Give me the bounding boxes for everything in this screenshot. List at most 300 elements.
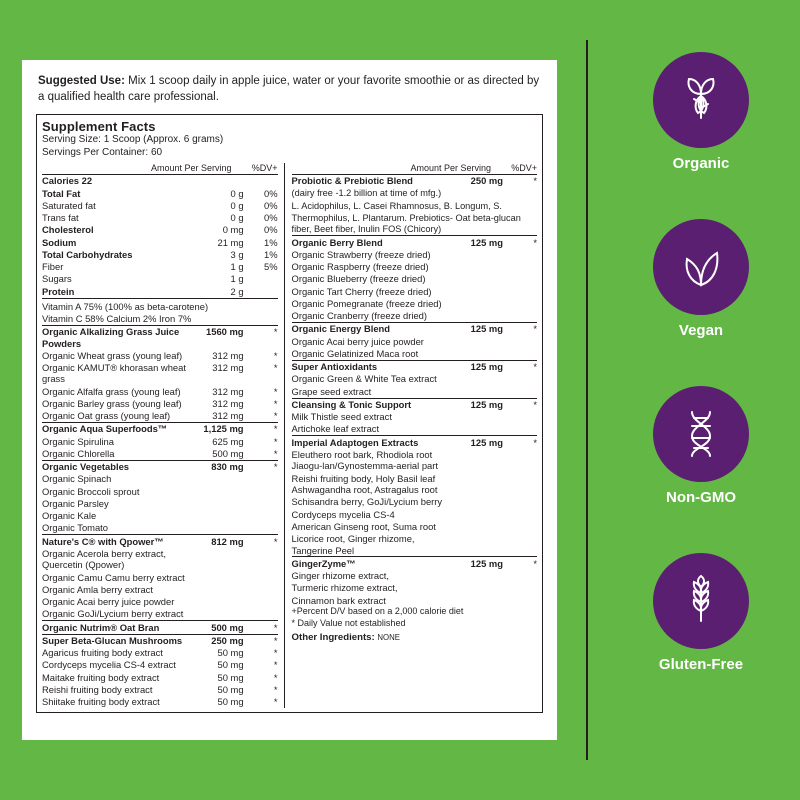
ingredient-row [292,533,537,557]
badge-circle-organic [653,52,749,148]
nutrition-dv: 0% [263,199,278,211]
ingredient-name: Schisandra berry, GoJi/Lycium berry [291,496,443,508]
ingredient-row [42,410,278,423]
group-star: * [244,634,278,647]
ingredient-amount [449,310,503,323]
ingredient-amount [449,521,503,533]
badge-non-gmo [642,386,760,506]
ingredient-name: Organic Broccoli sprout [42,485,140,497]
badge-label-organic: Organic [672,155,730,172]
ingredient-star [244,498,278,510]
nutrition-name: Total Fat [42,187,81,199]
ingredient-amount [449,411,503,423]
ingredient-name: Organic KAMUT® khorasan wheat grass [42,362,186,385]
other-ingredients-value: NONE [377,632,400,642]
ingredient-amount [449,285,503,297]
ingredient-amount [449,423,503,436]
wheat-icon [675,573,727,630]
ingredient-star [503,335,537,347]
ingredient-row [42,485,278,497]
nutrition-dv: 1% [263,236,278,248]
ingredient-amount [449,348,503,361]
ingredient-star [244,510,278,522]
vitamins-table [42,298,278,325]
ingredient-name: Organic Camu Camu berry extract [42,571,185,583]
ingredient-amount: 312 mg [212,410,244,422]
nutrition-dv [244,175,278,187]
ingredient-row [42,608,278,621]
nutrition-row [42,236,278,248]
ingredient-row [292,472,537,496]
ingredient-amount [449,582,503,594]
ingredient-amount [190,548,244,572]
ingredient-row [292,285,537,297]
dv-header: %DV+ [251,163,278,174]
ingredient-name: Organic Pomegranate (freeze dried) [291,297,442,309]
ingredient-amount [449,472,503,496]
ingredient-name: Cordyceps mycelia CS-4 [291,508,395,520]
nutrition-row [42,224,278,236]
badge-vegan [642,219,760,339]
nutrition-dv: 0% [263,187,278,199]
ingredient-name: Organic Oat grass (young leaf) [42,410,171,422]
group-star: * [533,175,537,187]
group-row [42,460,278,473]
ingredient-amount [449,570,503,582]
ingredient-star [244,522,278,535]
servings-per-container: Servings Per Container: 60 [42,146,163,158]
ingredient-amount [449,496,503,508]
ingredient-star [503,285,537,297]
ingredient-star: * [273,435,278,447]
serving-size: Serving Size: 1 Scoop (Approx. 6 grams) [42,134,224,146]
ingredient-row [292,385,537,398]
nutrition-amount: 0 g [230,199,244,211]
ingredient-star [503,570,537,582]
ingredient-amount: 625 mg [212,435,244,447]
nutrition-dv: 0% [263,224,278,236]
nutrition-row [42,200,278,212]
group-amount: 1560 mg [190,325,244,349]
ingredient-amount [190,510,244,522]
ingredient-row [42,498,278,510]
ingredient-amount [190,473,244,485]
badge-gluten-free [642,553,760,673]
group-name: Organic Alkalizing Grass Juice Powders [42,325,190,349]
ingredient-amount [190,596,244,608]
nutrition-row [42,212,278,224]
ingredient-row [42,473,278,485]
group-star: * [503,360,537,373]
ingredient-star: * [273,696,278,708]
ingredient-amount [190,485,244,497]
ingredient-row [42,696,278,708]
ingredient-star [503,373,537,385]
ingredient-star: * [273,671,278,683]
group-row [292,557,537,570]
group-star: * [244,621,278,634]
ingredient-row [292,594,537,606]
ingredient-star: * [273,397,278,409]
nutrition-amount: 1 g [230,273,244,285]
group-paragraph-row: L. Acidophilus, L. Casei Rhamnosus, B. Longum, S. Thermophilus, L. Plantarum. Prebiotics- Oat beta-glucan fiber, Beet fiber, Inulin FOS (Chicory) [291,201,521,234]
ingredient-star [503,310,537,323]
ingredient-name: Turmeric rhizome extract, [291,582,398,594]
group-row [292,323,537,336]
group-star: * [503,323,537,336]
nutrition-name: Trans fat [42,212,79,224]
ingredient-amount: 50 mg [217,683,244,695]
nutrition-name: Cholesterol [42,224,94,236]
ingredient-name: Cordyceps mycelia CS-4 extract [42,659,176,671]
nutrition-row [42,285,278,297]
ingredient-star [244,473,278,485]
group-star: * [503,236,537,249]
group-amount: 812 mg [190,535,244,548]
other-ingredients-label: Other Ingredients: [291,631,375,643]
ingredient-name: Maitake fruiting body extract [42,671,160,683]
group-name: Imperial Adaptogen Extracts [292,436,449,449]
group-row [292,360,537,373]
ingredient-star [503,385,537,398]
ingredient-amount: 312 mg [212,349,244,361]
ingredient-star [503,496,537,508]
group-row [42,325,278,349]
group-name: Organic Energy Blend [292,323,449,336]
group-star: * [503,436,537,449]
nutrition-row [42,175,278,187]
group-amount: 125 mg [449,557,503,570]
ingredient-name: Licorice root, Ginger rhizome, Tangerine Peel [291,533,415,556]
ingredient-amount: 50 mg [217,659,244,671]
certification-badges [610,52,800,752]
ingredient-star [503,261,537,273]
ingredient-name: Organic Acai berry juice powder [42,596,175,608]
nutrition-amount: 0 mg [222,224,244,236]
nutrition-dv: 5% [263,261,278,273]
ingredient-star [503,508,537,520]
ingredient-name: Organic Chlorella [42,447,115,459]
ingredient-amount: 312 mg [212,385,244,397]
ingredient-amount [449,533,503,557]
ingredient-row [292,249,537,261]
ingredient-name: Organic Spinach [42,473,112,485]
group-subtitle-row: (dairy free -1.2 billion at time of mfg.) [291,187,442,198]
nutrition-dv [244,285,278,297]
ingredient-row [292,496,537,508]
ingredient-star [503,423,537,436]
ingredient-amount [449,335,503,347]
suggested-use [38,74,541,105]
group-star: * [503,398,537,411]
facts-header-right [292,163,537,175]
ingredient-star: * [273,410,278,422]
ingredient-name: Organic Tart Cherry (freeze dried) [291,285,432,297]
ingredient-star [503,298,537,310]
ingredient-amount [449,298,503,310]
group-name: Organic Vegetables [42,460,190,473]
ingredient-star: * [273,362,278,373]
ingredient-row [292,570,537,582]
ingredient-star [503,411,537,423]
group-row [292,398,537,411]
footnote-1: +Percent D/V based on a 2,000 calorie diet [291,606,464,617]
ingredient-star [503,472,537,496]
nutrition-amount: 1 g [230,261,244,273]
ingredient-name: Reishi fruiting body, Holy Basil leaf Ashwagandha root, Astragalus root [291,472,438,496]
ingredient-row [292,411,537,423]
group-row [292,436,537,449]
group-name: Probiotic & Prebiotic Blend [291,175,413,187]
ingredient-amount [449,449,503,473]
ingredient-row [292,582,537,594]
group-name: Organic Aqua Superfoods™ [42,423,190,436]
ingredient-star: * [273,385,278,397]
group-star: * [244,535,278,548]
nutrition-amount: 0 g [230,187,244,199]
group-row [292,236,537,249]
ingredient-name: American Ginseng root, Suma root [291,520,436,532]
ingredient-name: Grape seed extract [291,385,372,397]
group-amount: 500 mg [190,621,244,634]
ingredient-star: * [273,659,278,671]
ingredient-row [292,449,537,473]
group-row [42,634,278,647]
ingredient-star [503,521,537,533]
ingredient-star [244,548,278,572]
group-star: * [244,325,278,349]
ingredient-amount [190,522,244,535]
ingredient-star [244,584,278,596]
ingredient-row [42,398,278,410]
ingredient-amount [449,273,503,285]
ingredient-name: Agaricus fruiting body extract [42,647,163,659]
ingredient-row [42,510,278,522]
ingredient-row [42,448,278,461]
nutrition-dv: 0% [263,212,278,224]
ingredient-star [503,594,537,606]
nutrition-name: Total Carbohydrates [42,248,133,260]
nutrition-amount: 21 mg [217,236,244,248]
dv-header-right: %DV+ [511,163,537,174]
ingredient-amount [449,261,503,273]
ingredient-name: Organic Gelatinized Maca root [291,347,419,359]
ingredient-name: Reishi fruiting body extract [42,683,153,695]
nutrition-row [42,273,278,285]
group-name: Cleansing & Tonic Support [292,398,449,411]
ingredient-star [244,571,278,583]
nutrition-name: Calories 22 [42,175,93,187]
ingredient-name: Organic Spirulina [42,435,114,447]
supplement-facts-box [36,114,543,713]
group-name: Nature's C® with Qpower™ [42,535,190,548]
ingredient-row [292,508,537,520]
ingredient-row [292,521,537,533]
group-row [42,621,278,634]
ingredient-amount [449,249,503,261]
ingredient-amount [449,508,503,520]
badge-circle-vegan [653,219,749,315]
badge-organic [642,52,760,172]
nutrition-amount: 2 g [230,285,244,297]
group-amount: 125 mg [449,398,503,411]
ingredient-row [42,435,278,447]
vitamin-row: Vitamin C 58% Calcium 2% Iron 7% [42,312,192,324]
ingredient-row [292,423,537,436]
ingredient-name: Cinnamon bark extract [291,594,386,606]
nutrition-dv: 1% [263,248,278,260]
ingredient-name: Organic Acai berry juice powder [291,335,424,347]
badge-circle-non-gmo [653,386,749,482]
ingredient-row [292,373,537,385]
ingredient-star [244,608,278,621]
ingredient-name: Ginger rhizome extract, [291,570,389,582]
ingredient-star [244,596,278,608]
ingredient-name: Shiitake fruiting body extract [42,696,160,708]
ingredient-row [42,659,278,671]
nutrition-amount: 3 g [230,248,244,260]
ingredient-row [292,335,537,347]
ingredient-star [244,485,278,497]
nutrition-name: Sugars [42,273,72,285]
group-amount: 125 mg [449,360,503,373]
left-groups-table [42,325,278,708]
ingredient-row [292,298,537,310]
ingredient-star [503,449,537,473]
ingredient-row [42,571,278,583]
ingredient-star [503,348,537,361]
nutrition-name: Saturated fat [42,199,96,211]
ingredient-amount: 312 mg [212,362,244,373]
ingredient-name: Organic Wheat grass (young leaf) [42,349,183,361]
ingredient-name: Organic Alfalfa grass (young leaf) [42,385,181,397]
ingredient-amount [449,373,503,385]
amount-per-serving-header-right: Amount Per Serving [410,163,491,174]
ingredient-star: * [273,447,278,459]
badge-label-gluten-free: Gluten-Free [658,656,744,673]
ingredient-row [292,348,537,361]
suggested-use-label: Suggested Use: [38,75,125,87]
ingredient-name: Organic Blueberry (freeze dried) [291,273,426,285]
ingredient-row [42,362,278,386]
ingredient-name: Organic Raspberry (freeze dried) [291,261,429,273]
ingredient-name: Organic Cranberry (freeze dried) [291,310,428,322]
ingredient-amount: 312 mg [212,397,244,409]
ingredient-star [503,533,537,557]
group-name: Organic Berry Blend [292,236,449,249]
nutrition-name: Protein [42,285,75,297]
ingredient-row [42,684,278,696]
ingredient-row [292,261,537,273]
group-amount: 125 mg [449,323,503,336]
nutrition-name: Fiber [42,261,64,273]
group-amount: 125 mg [449,236,503,249]
ingredient-row [42,548,278,572]
ingredient-row [42,647,278,659]
nutrition-table-left [42,175,278,298]
ingredient-amount: 50 mg [217,696,244,708]
nutrition-row [42,261,278,273]
group-amount: 250 mg [470,175,503,187]
ingredient-star [503,273,537,285]
ingredient-row [42,522,278,535]
clover-icon [675,72,727,129]
group-star: * [503,557,537,570]
ingredient-amount: 500 mg [212,447,244,459]
group-star: * [244,460,278,473]
ingredient-name: Eleuthero root bark, Rhodiola root Jiaogu-lan/Gynostemma-aerial part [291,448,438,472]
ingredient-amount [190,584,244,596]
ingredient-name: Organic Kale [42,510,97,522]
nutrition-amount: 0 g [230,212,244,224]
nutrition-amount [190,175,244,187]
facts-column-right [285,163,537,708]
ingredient-name: Milk Thistle seed extract [291,411,392,423]
badge-label-vegan: Vegan [678,322,724,339]
ingredient-row [42,671,278,683]
ingredient-name: Organic Barley grass (young leaf) [42,397,182,409]
nutrition-row [42,249,278,261]
vertical-divider [586,40,588,760]
vitamin-row: Vitamin A 75% (100% as beta-carotene) [42,298,278,312]
ingredient-name: Artichoke leaf extract [291,423,380,435]
amount-per-serving-header: Amount Per Serving [151,163,232,174]
group-row [42,535,278,548]
group-amount: 1,125 mg [190,423,244,436]
group-amount: 830 mg [190,460,244,473]
ingredient-row [292,310,537,323]
ingredient-row [42,596,278,608]
footnote-2: * Daily Value not established [291,617,406,628]
ingredient-amount: 50 mg [217,647,244,659]
leaf-icon [675,239,727,296]
badge-circle-gluten-free [653,553,749,649]
ingredient-name: Organic Amla berry extract [42,583,153,595]
ingredient-amount [190,571,244,583]
dna-icon [675,406,727,463]
group-row [292,175,537,187]
group-name: Organic Nutrim® Oat Bran [42,621,190,634]
other-ingredients [292,632,537,643]
ingredient-amount: 50 mg [217,671,244,683]
ingredient-name: Organic Acerola berry extract, Quercetin (Qpower) [42,547,167,571]
supplement-facts-title: Supplement Facts [42,119,156,135]
group-amount: 250 mg [190,634,244,647]
ingredient-amount [449,385,503,398]
ingredient-name: Organic Green & White Tea extract [291,373,437,385]
ingredient-star: * [273,683,278,695]
group-name: Super Antioxidants [292,360,449,373]
ingredient-amount [190,608,244,621]
ingredient-amount [190,498,244,510]
ingredient-star: * [273,349,278,361]
ingredient-star: * [273,647,278,659]
nutrition-row [42,187,278,199]
ingredient-name: Organic Tomato [42,522,109,534]
group-amount: 125 mg [449,436,503,449]
ingredient-amount [449,594,503,606]
ingredient-star [503,249,537,261]
ingredient-star [503,582,537,594]
group-star: * [244,423,278,436]
suggested-use-text: Mix 1 scoop daily in apple juice, water or your favorite smoothie or as directed by a qualified health care professional. [38,75,540,103]
group-row [42,423,278,436]
nutrition-dv [244,273,278,285]
badge-label-non-gmo: Non-GMO [666,489,736,506]
facts-header-left [42,163,278,175]
group-name: GingerZyme™ [292,557,449,570]
ingredient-row [292,273,537,285]
